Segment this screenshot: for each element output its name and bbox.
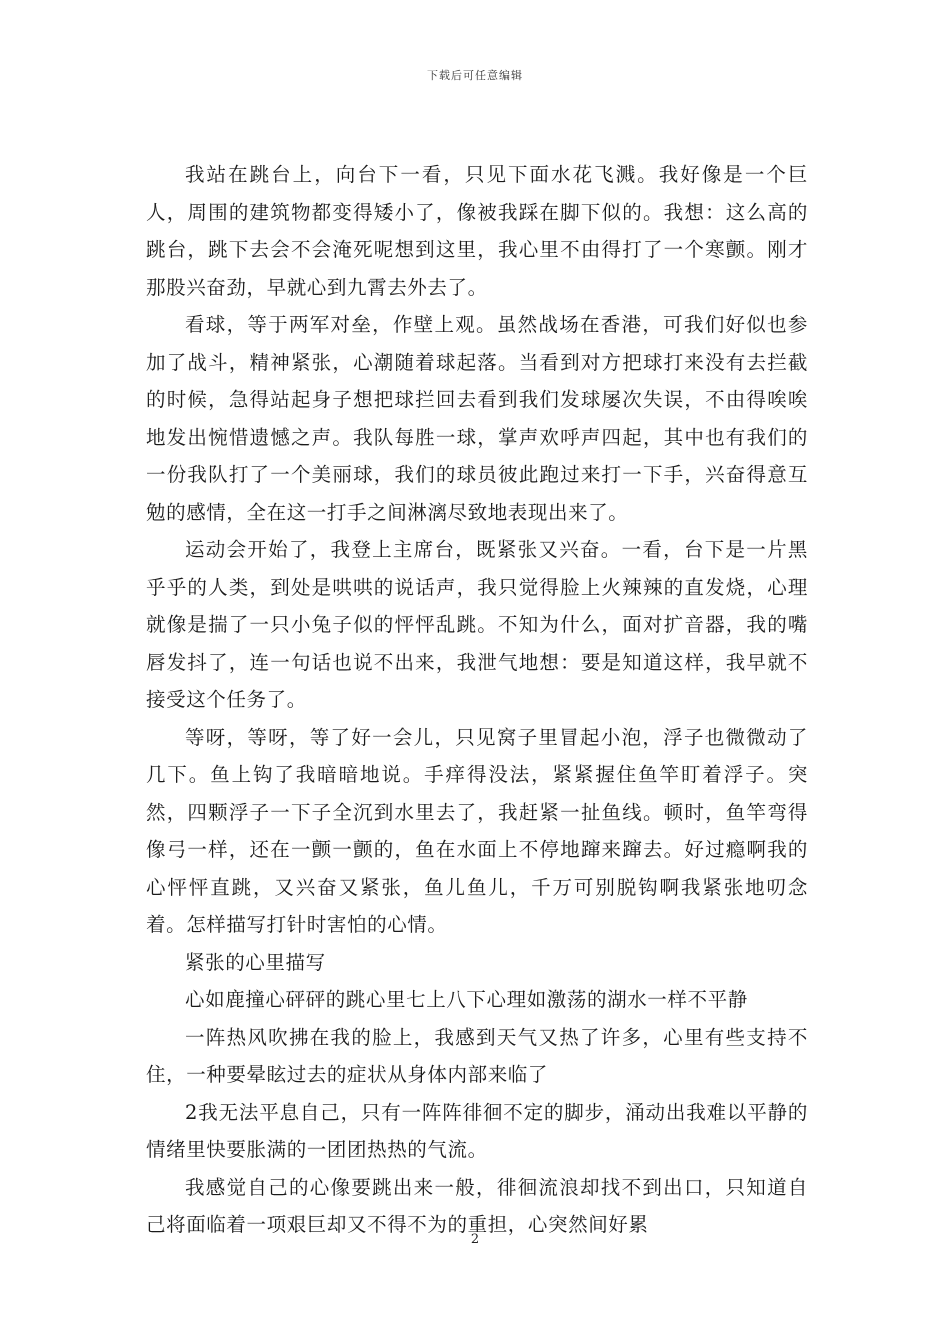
section-heading: 紧张的心里描写 <box>185 950 326 974</box>
header-note: 下载后可任意编辑 <box>427 69 523 82</box>
paragraph: 心如鹿撞心砰砰的跳心里七上八下心理如激荡的湖水一样不平静 <box>185 988 748 1011</box>
paragraph: 运动会开始了，我登上主席台，既紧张又兴奋。一看，台下是一片黑乎乎的人类，到处是哄哄的说话声，我只觉得脸上火辣辣的直发烧，心理就像是揣了一只小兔子似的怦怦乱跳。不知为什么，面对扩音器，我的嘴唇发抖了，连一句话也说不出来，我泄气地想：要是知道这样，我早就不接受这个任务了。 <box>146 538 808 711</box>
paragraph: 一阵热风吹拂在我的脸上，我感到天气又热了许多，心里有些支持不住，一种要晕眩过去的症状从身体内部来临了 <box>146 1025 808 1086</box>
paragraph: 2我无法平息自己，只有一阵阵徘徊不定的脚步，涌动出我难以平静的情绪里快要胀满的一团团热热的气流。 <box>146 1100 808 1161</box>
page-number: 2 <box>470 1232 480 1247</box>
paragraph: 等呀，等呀，等了好一会儿，只见窝子里冒起小泡，浮子也微微动了几下。鱼上钩了我暗暗地说。手痒得没法，紧紧握住鱼竿盯着浮子。突然，四颗浮子一下子全沉到水里去了，我赶紧一扯鱼线。顿时，鱼竿弯得像弓一样，还在一颤一颤的，鱼在水面上不停地蹿来蹿去。好过瘾啊我的心怦怦直跳，又兴奋又紧张，鱼儿鱼儿，千万可别脱钩啊我紧张地叨念着。怎样描写打针时害怕的心情。 <box>146 725 808 936</box>
paragraph: 我感觉自己的心像要跳出来一般，徘徊流浪却找不到出口，只知道自己将面临着一项艰巨却又不得不为的重担，心突然间好累 <box>146 1175 808 1236</box>
paragraph: 我站在跳台上，向台下一看，只见下面水花飞溅。我好像是一个巨人，周围的建筑物都变得矮小了，像被我踩在脚下似的。我想：这么高的跳台，跳下去会不会淹死呢想到这里，我心里不由得打了一个寒颤。刚才那股兴奋劲，早就心到九霄去外去了。 <box>146 163 808 299</box>
paragraph: 看球，等于两军对垒，作壁上观。虽然战场在香港，可我们好似也参加了战斗，精神紧张，心潮随着球起落。当看到对方把球打来没有去拦截的时候，急得站起身子想把球拦回去看到我们发球屡次失误，不由得唉唉地发出惋惜遗憾之声。我队每胜一球，掌声欢呼声四起，其中也有我们的一份我队打了一个美丽球，我们的球员彼此跑过来打一下手，兴奋得意互勉的感情，全在这一打手之间淋漓尽致地表现出来了。 <box>146 313 808 524</box>
body-text <box>146 156 808 1244</box>
